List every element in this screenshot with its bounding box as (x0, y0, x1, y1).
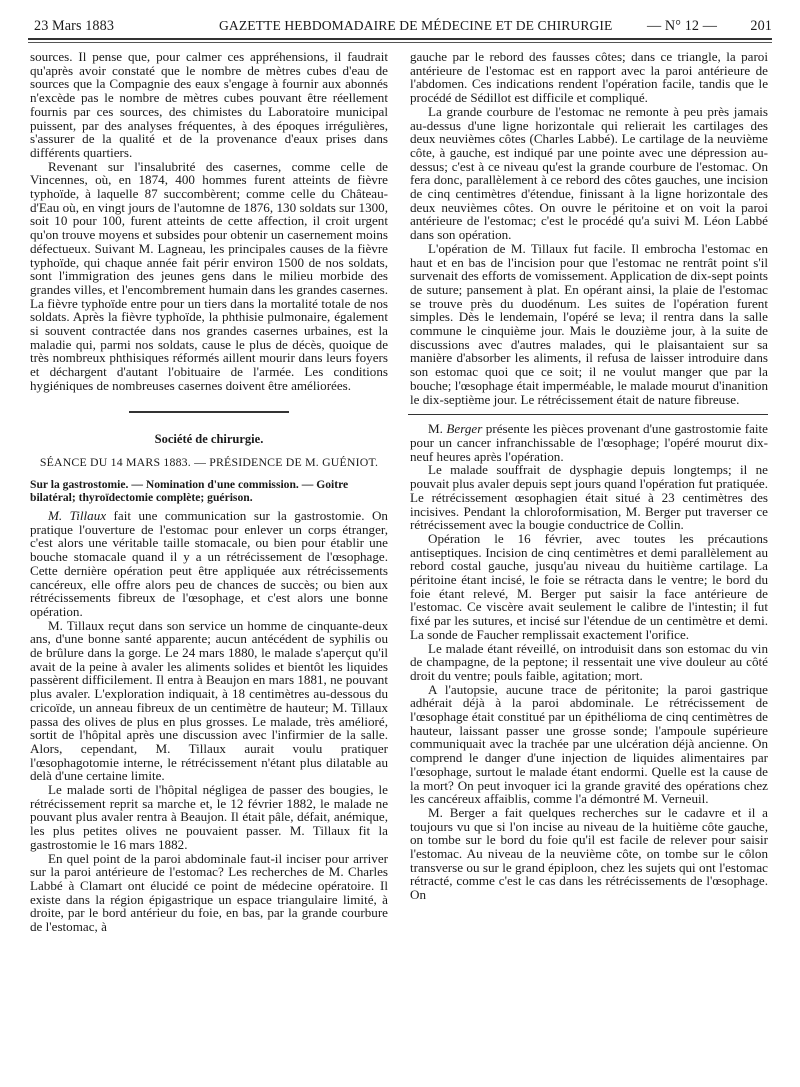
paragraph: En quel point de la paroi abdominale faut-il inciser pour arriver sur la paroi antérieure de l'estomac? Les recherches de M. Charles Labbé à Clamart ont élucidé ce point de médecine opératoire. Il existe dans la région épigastrique un espace triangulaire limité, à droite, par le bord antérieur du foie, en bas, par la grande courbure de l'estomac, à (30, 850, 388, 935)
section-separator (129, 411, 289, 413)
speaker-name: Berger (446, 421, 483, 437)
speaker-name: M. Tillaux (48, 507, 107, 523)
paragraph-text: présente les pièces provenant d'une gastrostomie faite pour un cancer infranchissable de l'œsophage; l'opéré mourut dix-neuf heures après l'opération. (410, 421, 768, 464)
paragraph: Opération le 16 février, avec toutes les précautions antiseptiques. Incision de cinq centimètres et demi parallèlement au rebord costal gauche, jusqu'au niveau du huitième cartilage. La péritoine étant incisé, le foie se rétracta dans le ventre; le bord du foie étant relevé, M. Berger put saisir la face antérieure de l'estomac. Ce viscère avait seulement le calibre de l'intestin; il fut fixé par les sutures, et incisé sur l'étendue de un centimètre et demi. La sonde de Faucher remplissait exactement l'orifice. (410, 530, 768, 642)
session-heading: SÉANCE DU 14 MARS 1883. — PRÉSIDENCE DE M. GUÉNIOT. (39, 455, 379, 470)
paragraph: Le malade sorti de l'hôpital négligea de passer des bougies, le rétrécissement reprit sa marche et, le 12 février 1882, le malade ne pouvant plus avaler rentra à Beaujon. Il était pâle, défait, anémique, les plus petites olives ne pouvaient passer. M. Tillaux fit la gastrostomie le 16 mars 1882. (30, 782, 388, 852)
paragraph: Le malade étant réveillé, on introduisit dans son estomac du vin de champagne, de la peptone; il ressentait une vive douleur au côté droit du ventre; pouls faible, agitation; mort. (410, 640, 768, 683)
header-journal-title: GAZETTE HEBDOMADAIRE DE MÉDECINE ET DE CHIRURGIE (219, 18, 613, 33)
paragraph: M. Tillaux reçut dans son service un homme de cinquante-deux ans, d'une bonne santé apparente; aucun antécédent de syphilis ou de brûlure dans la gorge. Le 24 mars 1880, le malade s'aperçut qu'il avait de la peine à avaler les aliments solides et bientôt les liquides passèrent difficilement. Il entra à Beaujon en mars 1881, ne pouvant plus avaler. L'exploration indiquait, à 18 centimètres au-dessous du cricoïde, un anneau fibreux de un centimètre de hauteur; M. Tillaux passa des olives de plus en plus grosses. Le malade, très amélioré, sortit de l'hôpital après une discussion avec l'infirmier de la salle. Alors, cependant, M. Tillaux aurait voulu pratiquer l'œsophagotomie interne, le rétrécissement n'étant plus dilatable au delà d'une certaine limite. (30, 617, 388, 784)
session-summary: Sur la gastrostomie. — Nomination d'une commission. — Goitre bilatéral; thyroïdectomie complète; guérison. (30, 477, 349, 504)
paragraph: gauche par le rebord des fausses côtes; dans ce triangle, la paroi antérieure de l'estomac est en rapport avec la paroi antérieure de l'abdomen. Ces indications rendent l'opération facile, tandis que le procédé de Sédillot est difficile et compliqué. (410, 49, 768, 106)
right-column (410, 50, 768, 902)
paragraph: Le malade souffrait de dysphagie depuis longtemps; il ne pouvait plus avaler depuis sept jours quand l'opération fut pratiquée. Le rétrécissement œsophagien était situé à 23 centimètres des incisives. Pendant la chloroformisation, M. Berger put traverser ce rétrécissement avec la bougie conductrice de Collin. (410, 462, 768, 533)
section-title: Société de chirurgie. (154, 431, 264, 446)
paragraph-separator (408, 414, 768, 415)
paragraph (410, 422, 768, 463)
paragraph: L'opération de M. Tillaux fut facile. Il embrocha l'estomac en haut et en bas de l'incision pour que l'estomac ne rentrât point s'il survenait des efforts de vomissement. Application de dix-sept points de suture; pansement à plat. En opérant ainsi, la plaie de l'estomac se trouve près du duodénum. Les suites de l'opération furent simples. Dès le lendemain, l'opéré se leva; il rentra dans la salle commune le cinquième jour. Mais le douzième jour, à la suite de discussions avec d'autres malades, qui le plaisantaient sur sa manière d'absorber les aliments, il refusa de laisser introduire dans son estomac quoi que ce soit; il ne voulut manger que par la bouche; l'œsophage était imperméable, le malade mourut d'inanition le dix-septième jour. Le rétrécissement était de nature fibreuse. (410, 240, 768, 407)
header-page-number: 201 (750, 18, 772, 34)
paragraph: sources. Il pense que, pour calmer ces appréhensions, il faudrait qu'après avoir constaté que le nombre de mètres cubes d'eau de sources que la Compagnie des eaux s'engage à fournir aux abonnés n'excède pas le nombre de mètres cubes pouvant être réellement fournis par ces sources, des chimistes du Laboratoire municipal puissent, par des analyses fréquentes, à des époques irrégulières, s'assurer de la qualité et de la provenance d'eaux prises dans différents quartiers. (30, 49, 388, 160)
header-date: 23 Mars 1883 (34, 18, 115, 34)
paragraph (30, 509, 388, 619)
paragraph: La grande courbure de l'estomac ne remonte à peu près jamais au-dessus d'une ligne horizontale qui relierait les cartilages des deux neuvièmes côtes (Charles Labbé). Le cartilage de la neuvième côte, à gauche, est indiqué par une pointe avec une dépression au-dessus; c'est à ce niveau qu'est la grande courbure de l'estomac. On fera donc, parallèlement à ce rebord des côtes gauches, une incision de cinq centimètres d'étendue, finissant à la ligne horizontale des deux neuvièmes côtes. On ouvre le péritoine et on voit la paroi antérieure de l'estomac; c'est le procédé qu'a suivi M. Léon Labbé dans son opération. (410, 103, 768, 243)
speaker-prefix: M. (428, 421, 447, 437)
header-issue-number: — N° 12 — (647, 18, 718, 34)
header-rule (28, 38, 772, 40)
running-header (24, 10, 772, 40)
paragraph: M. Berger a fait quelques recherches sur le cadavre et il a toujours vu que si l'on incise au niveau de la huitième côte gauche, on tombe sur le bord du foie qu'il est facile de relever pour saisir l'estomac. Au niveau de la neuvième côte, on tombe sur le côlon transverse ou sur le grand épiploon, chez les sujets qui ont l'estomac rétracté, comme c'est le cas dans les rétrécissements de l'œsophage. On (410, 804, 768, 903)
paragraph: A l'autopsie, aucune trace de péritonite; la paroi gastrique adhérait déjà à la paroi abdominale. Le rétrécissement de l'œsophage était constitué par un épithélioma de cinq centimètres de hauteur, laissant passer une grosse sonde; l'ampoule supérieure communiquait avec la trachée par une ulcération déjà ancienne. On comprend le danger d'une injection de liquides alimentaires par l'œsophage, surtout le malade étant endormi. Quelle est la cause de la mort? On peut invoquer ici la grande gravité des opérations chez les cancéreux affaiblis, comme l'a démontré M. Verneuil. (410, 681, 768, 807)
header-rule-thin (28, 42, 772, 43)
paragraph: Revenant sur l'insalubrité des casernes, comme celle de Vincennes, où, en 1874, 400 hommes furent atteints de fièvre typhoïde, à laquelle 87 succombèrent; comme celle du Château-d'Eau où, en vingt jours de l'automne de 1876, 130 soldats sur 1300, soit 10 pour 100, furent atteints de cette affection, il croit urgent qu'on trouve moyens et subsides pour obtenir un casernement moins défectueux. Suivant M. Lagneau, les principales causes de la fièvre typhoïde, qui chaque année fait périr environ 1500 de nos soldats, sont l'immigration des jeunes gens dans le milieu morbide des grandes villes, et l'encombrement humain dans les grandes casernes. La fièvre typhoïde entre pour un tiers dans la mortalité totale de nos soldats. Après la fièvre typhoïde, la phthisie pulmonaire, également si souvent contractée dans nos grandes casernes urbaines, est la maladie qui, parmi nos soldats, cause le plus de décès, quoique de très nombreux phthisiques réformés aillent mourir dans leurs foyers et déchargent d'autant l'obituaire de l'armée. Les conditions hygiéniques de nombreuses casernes doivent être améliorées. (30, 158, 388, 393)
left-column (30, 50, 388, 934)
paragraph-text: fait une communication sur la gastrostomie. On pratique l'ouverture de l'estomac pour enlever un corps étranger, c'est alors une véritable taille stomacale, ou bien pour établir une bouche stomacale quand il y a un rétrécissement de l'œsophage. Cette dernière opération peut être appliquée aux rétrécissements cancéreux, elle offre alors peu de chances de succès; ou bien aux rétrécissements fibreux de l'œsophage, et c'est alors une bonne opération. (30, 507, 388, 619)
